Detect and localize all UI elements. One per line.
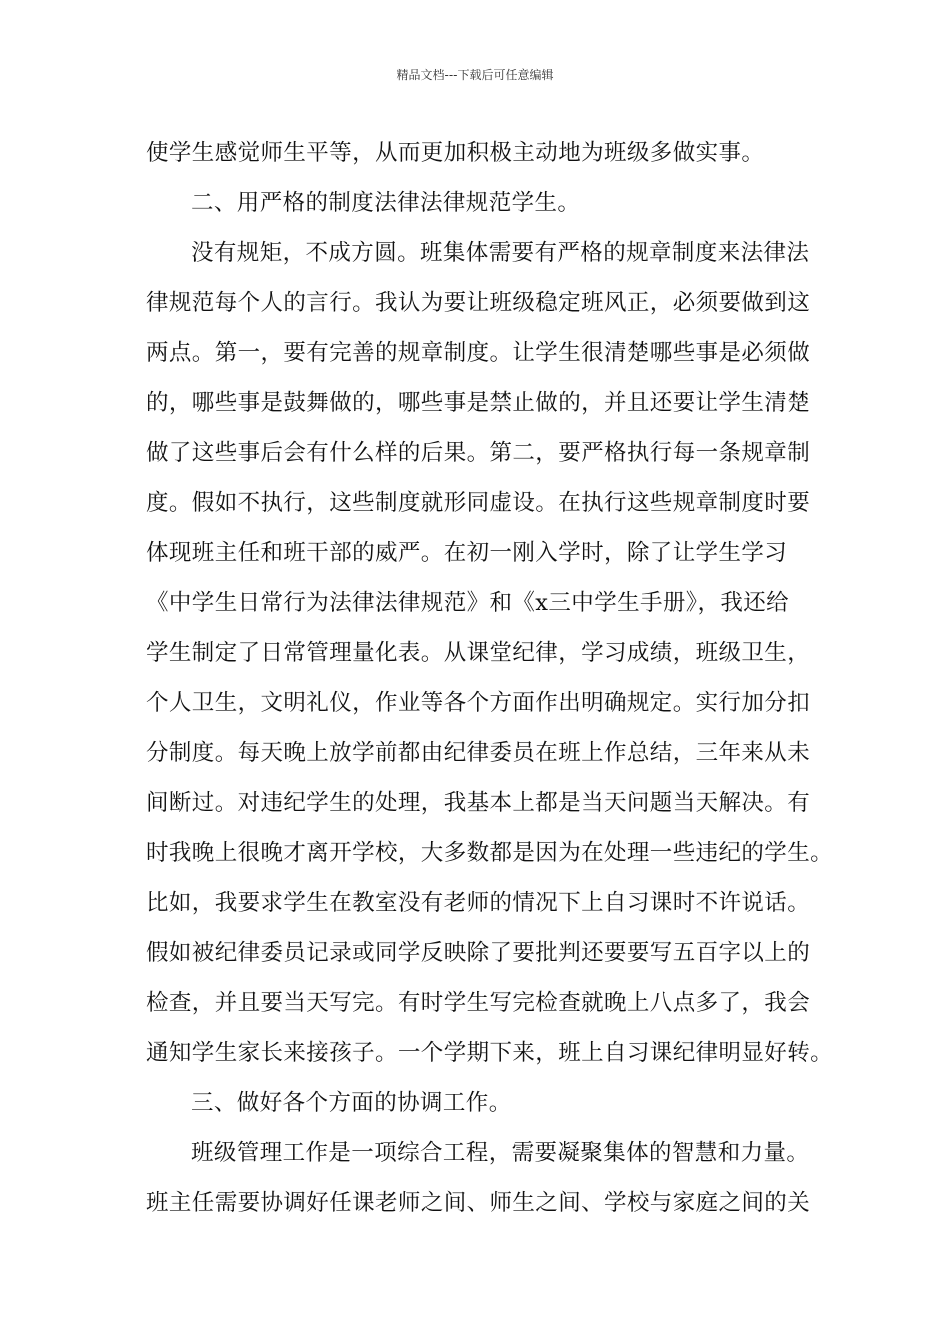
paragraph-line: 使学生感觉师生平等，从而更加积极主动地为班级多做实事。: [146, 140, 765, 166]
paragraph-line: 假如被纪律委员记录或同学反映除了要批判还要要写五百字以上的: [146, 940, 811, 966]
paragraph-line: 没有规矩，不成方圆。班集体需要有严格的规章制度来法律法: [191, 240, 810, 266]
paragraph-line: 的，哪些事是鼓舞做的，哪些事是禁止做的，并且还要让学生清楚: [146, 390, 811, 416]
paragraph-line: 个人卫生，文明礼仪，作业等各个方面作出明确规定。实行加分扣: [146, 690, 811, 716]
paragraph-line: 比如，我要求学生在教室没有老师的情况下上自习课时不许说话。: [146, 890, 811, 916]
document-body: [146, 128, 834, 1228]
paragraph-line: 间断过。对违纪学生的处理，我基本上都是当天问题当天解决。有: [146, 790, 811, 816]
paragraph-line: 班主任需要协调好任课老师之间、师生之间、学校与家庭之间的关: [146, 1190, 811, 1216]
paragraph-line: 做了这些事后会有什么样的后果。第二，要严格执行每一条规章制: [146, 440, 811, 466]
section-heading: 三、做好各个方面的协调工作。: [191, 1090, 512, 1116]
paragraph-line: 检查，并且要当天写完。有时学生写完检查就晚上八点多了，我会: [146, 990, 811, 1016]
paragraph-line: 两点。第一，要有完善的规章制度。让学生很清楚哪些事是必须做: [146, 340, 811, 366]
paragraph-line: 班级管理工作是一项综合工程，需要凝聚集体的智慧和力量。: [191, 1140, 810, 1166]
paragraph-line: 通知学生家长来接孩子。一个学期下来，班上自习课纪律明显好转。: [146, 1040, 834, 1066]
section-heading: 二、用严格的制度法律法律规范学生。: [191, 190, 581, 216]
paragraph-line: 律规范每个人的言行。我认为要让班级稳定班风正，必须要做到这: [146, 290, 811, 316]
page-header: 精品文档---下载后可任意编辑: [396, 68, 554, 82]
paragraph-line: 度。假如不执行，这些制度就形同虚设。在执行这些规章制度时要: [146, 490, 811, 516]
paragraph-line: 体现班主任和班干部的威严。在初一刚入学时，除了让学生学习: [146, 540, 788, 566]
paragraph-line: 学生制定了日常管理量化表。从课堂纪律，学习成绩，班级卫生，: [146, 640, 811, 666]
paragraph-line: 时我晚上很晚才离开学校，大多数都是因为在处理一些违纪的学生。: [146, 840, 834, 866]
paragraph-line: 分制度。每天晚上放学前都由纪律委员在班上作总结，三年来从未: [146, 740, 811, 766]
paragraph-line: 《中学生日常行为法律法律规范》和《x三中学生手册》，我还给: [146, 590, 790, 616]
